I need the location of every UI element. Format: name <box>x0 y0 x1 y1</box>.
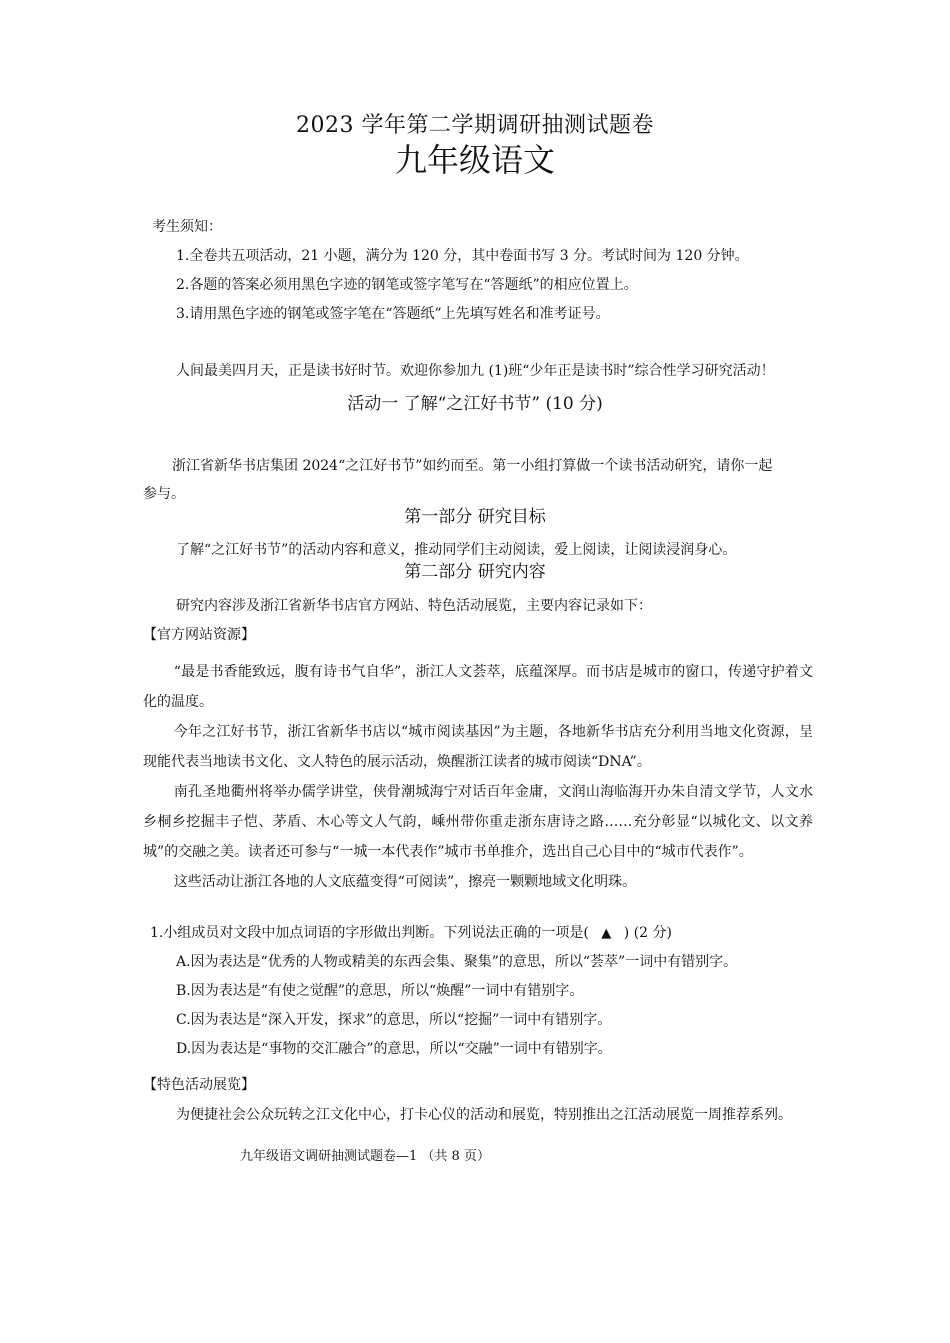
notice-item-3: 3.请用黑色字迹的钢笔或签字笔在“答题纸”上先填写姓名和准考证号。 <box>176 306 610 322</box>
answer-blank-triangle: ▲ <box>601 926 612 941</box>
part2-text: 研究内容涉及浙江省新华书店官方网站、特色活动展览，主要内容记录如下： <box>176 598 652 614</box>
question-1-option-d: D.因为表达是“事物的交汇融合”的意思，所以“交融”一词中有错别字。 <box>176 1041 612 1057</box>
notice-item-2: 2.各题的答案必须用黑色字迹的钢笔或签字笔写在“答题纸”的相应位置上。 <box>176 277 638 293</box>
passage-paragraph: 今年之江好书节，浙江省新华书店以“城市阅读基因”为主题，各地新华书店充分利用当地文化资源，呈现能代表当地读书文化、文人特色的展示活动，焕醒浙江读者的城市阅读“DNA”。 <box>143 724 813 770</box>
activity1-intro-line1: 浙江省新华书店集团 2024“之江好书节”如约而至。第一小组打算做一个读书活动研究，请你一起 <box>172 458 773 474</box>
part2-heading: 第二部分 研究内容 <box>404 562 546 582</box>
notice-label: 考生须知： <box>152 219 222 235</box>
notice-item-1: 1.全卷共五项活动，21 小题，满分为 120 分，其中卷面书写 3 分。考试时间为 120 分钟。 <box>176 248 749 264</box>
activity1-intro-line2: 参与。 <box>143 486 185 502</box>
page-footer: 九年级语文调研抽测试题卷—1 （共 8 页） <box>240 1149 490 1164</box>
exam-title: 2023 学年第二学期调研抽测试题卷 <box>296 113 654 138</box>
section-official-website: 【官方网站资源】 <box>143 627 255 643</box>
question-1-option-c: C.因为表达是“深入开发，探求”的意思，所以“挖掘”一词中有错别字。 <box>176 1012 612 1028</box>
official-passage <box>143 657 813 897</box>
question-1-stem-after: ) (2 分) <box>623 925 672 941</box>
special-exhibition-text: 为便捷社会公众玩转之江文化中心，打卡心仪的活动和展览，特别推出之江活动展览一周推荐系列。 <box>176 1107 792 1123</box>
activity1-heading: 活动一 了解“之江好书节” (10 分) <box>347 394 603 414</box>
intro-text: 人间最美四月天，正是读书好时节。欢迎你参加九 (1)班“少年正是读书时”综合性学习研究活动！ <box>176 363 775 379</box>
passage-paragraph: 南孔圣地衢州将举办儒学讲堂，侠骨潮城海宁对话百年金庸，文润山海临海开办朱自清文学节，人文水乡桐乡挖掘丰子恺、茅盾、木心等文人气韵，嵊州带你重走浙东唐诗之路……充分彰显“以城化文、以文养城”的交融之美。读者还可参与“一城一本代表作”城市书单推介，选出自己心目中的“城市代表作”。 <box>143 784 813 860</box>
passage-paragraph: 这些活动让浙江各地的人文底蕴变得“可阅读”，擦亮一颗颗地域文化明珠。 <box>173 874 637 890</box>
section-special-exhibition: 【特色活动展览】 <box>143 1077 255 1093</box>
question-1-stem-before: 1.小组成员对文段中加点词语的字形做出判断。下列说法正确的一项是( <box>150 925 589 941</box>
question-1-stem <box>150 924 672 943</box>
question-1-option-a: A.因为表达是“优秀的人物或精美的东西会集、聚集”的意思，所以“荟萃”一词中有错别字。 <box>176 954 738 970</box>
question-1-option-b: B.因为表达是“有使之觉醒”的意思，所以“焕醒”一词中有错别字。 <box>176 983 584 999</box>
part1-heading: 第一部分 研究目标 <box>404 507 546 527</box>
part1-text: 了解“之江好书节”的活动内容和意义，推动同学们主动阅读，爱上阅读，让阅读浸润身心。 <box>176 542 737 558</box>
passage-paragraph: “最是书香能致远，腹有诗书气自华”，浙江人文荟萃，底蕴深厚。而书店是城市的窗口，传递守护着文化的温度。 <box>143 664 813 710</box>
subject-title: 九年级语文 <box>394 141 555 179</box>
